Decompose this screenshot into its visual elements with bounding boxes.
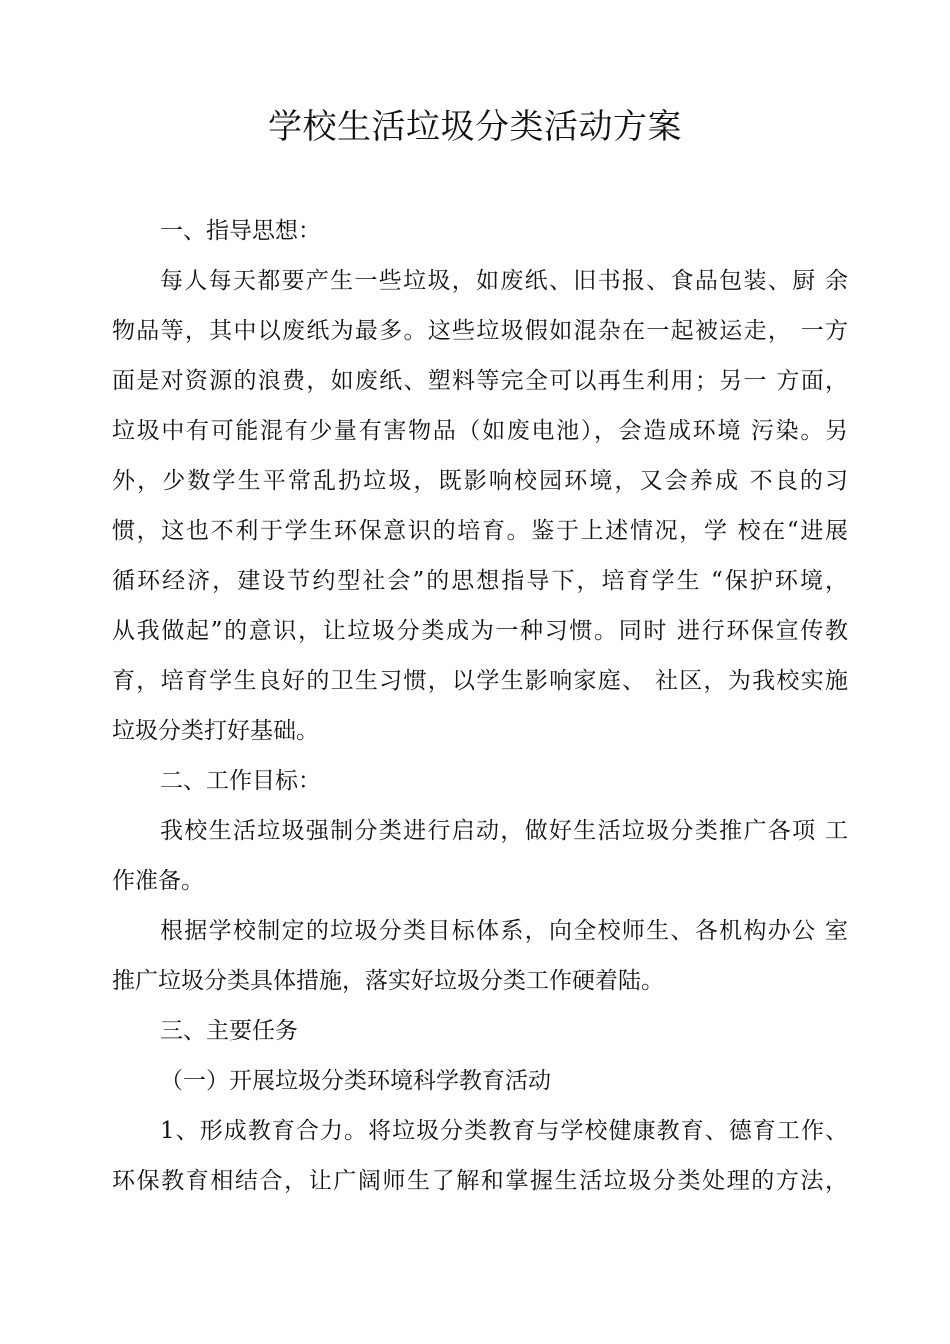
paragraph-line: 育，培育学生良好的卫生习惯，以学生影响家庭、 社区，为我校实施: [112, 668, 848, 694]
paragraph-line: 我校生活垃圾强制分类进行启动，做好生活垃圾分类推广各项 工: [160, 818, 848, 844]
section-heading-work-goals: 二、工作目标：: [160, 768, 321, 794]
paragraph-line: 物品等，其中以废纸为最多。这些垃圾假如混杂在一起被运走， 一方: [112, 318, 848, 344]
section-heading-guiding-ideology: 一、指导思想：: [160, 218, 321, 244]
document-title: 学校生活垃圾分类活动方案: [268, 107, 682, 147]
section-heading-main-tasks: 三、主要任务: [160, 1018, 298, 1044]
paragraph-line: 根据学校制定的垃圾分类目标体系，向全校师生、各机构办公 室: [160, 918, 848, 944]
paragraph-line: 垃圾分类打好基础。: [112, 718, 319, 744]
paragraph-line: 面是对资源的浪费，如废纸、塑料等完全可以再生利用；另一 方面，: [112, 368, 848, 394]
paragraph-line: 每人每天都要产生一些垃圾，如废纸、旧书报、食品包装、厨 余: [160, 268, 848, 294]
document-body: [112, 206, 848, 1206]
paragraph-line: 1、形成教育合力。将垃圾分类教育与学校健康教育、德育工作、: [160, 1118, 848, 1144]
subsection-heading: （一）开展垃圾分类环境科学教育活动: [160, 1068, 551, 1094]
paragraph-line: 外，少数学生平常乱扔垃圾，既影响校园环境，又会养成 不良的习: [112, 468, 848, 494]
paragraph-line: 垃圾中有可能混有少量有害物品（如废电池），会造成环境 污染。另: [112, 418, 848, 444]
paragraph-line: 从我做起”的意识，让垃圾分类成为一种习惯。同时 进行环保宣传教: [112, 618, 848, 644]
paragraph-line: 作准备。: [112, 868, 204, 894]
paragraph-line: 惯，这也不利于学生环保意识的培育。鉴于上述情况，学 校在“进展: [112, 518, 848, 544]
paragraph-line: 环保教育相结合，让广阔师生了解和掌握生活垃圾分类处理的方法，: [112, 1168, 848, 1194]
paragraph-line: 推广垃圾分类具体措施，落实好垃圾分类工作硬着陆。: [112, 968, 664, 994]
paragraph-line: 循环经济，建设节约型社会”的思想指导下，培育学生 “保护环境，: [112, 568, 848, 594]
